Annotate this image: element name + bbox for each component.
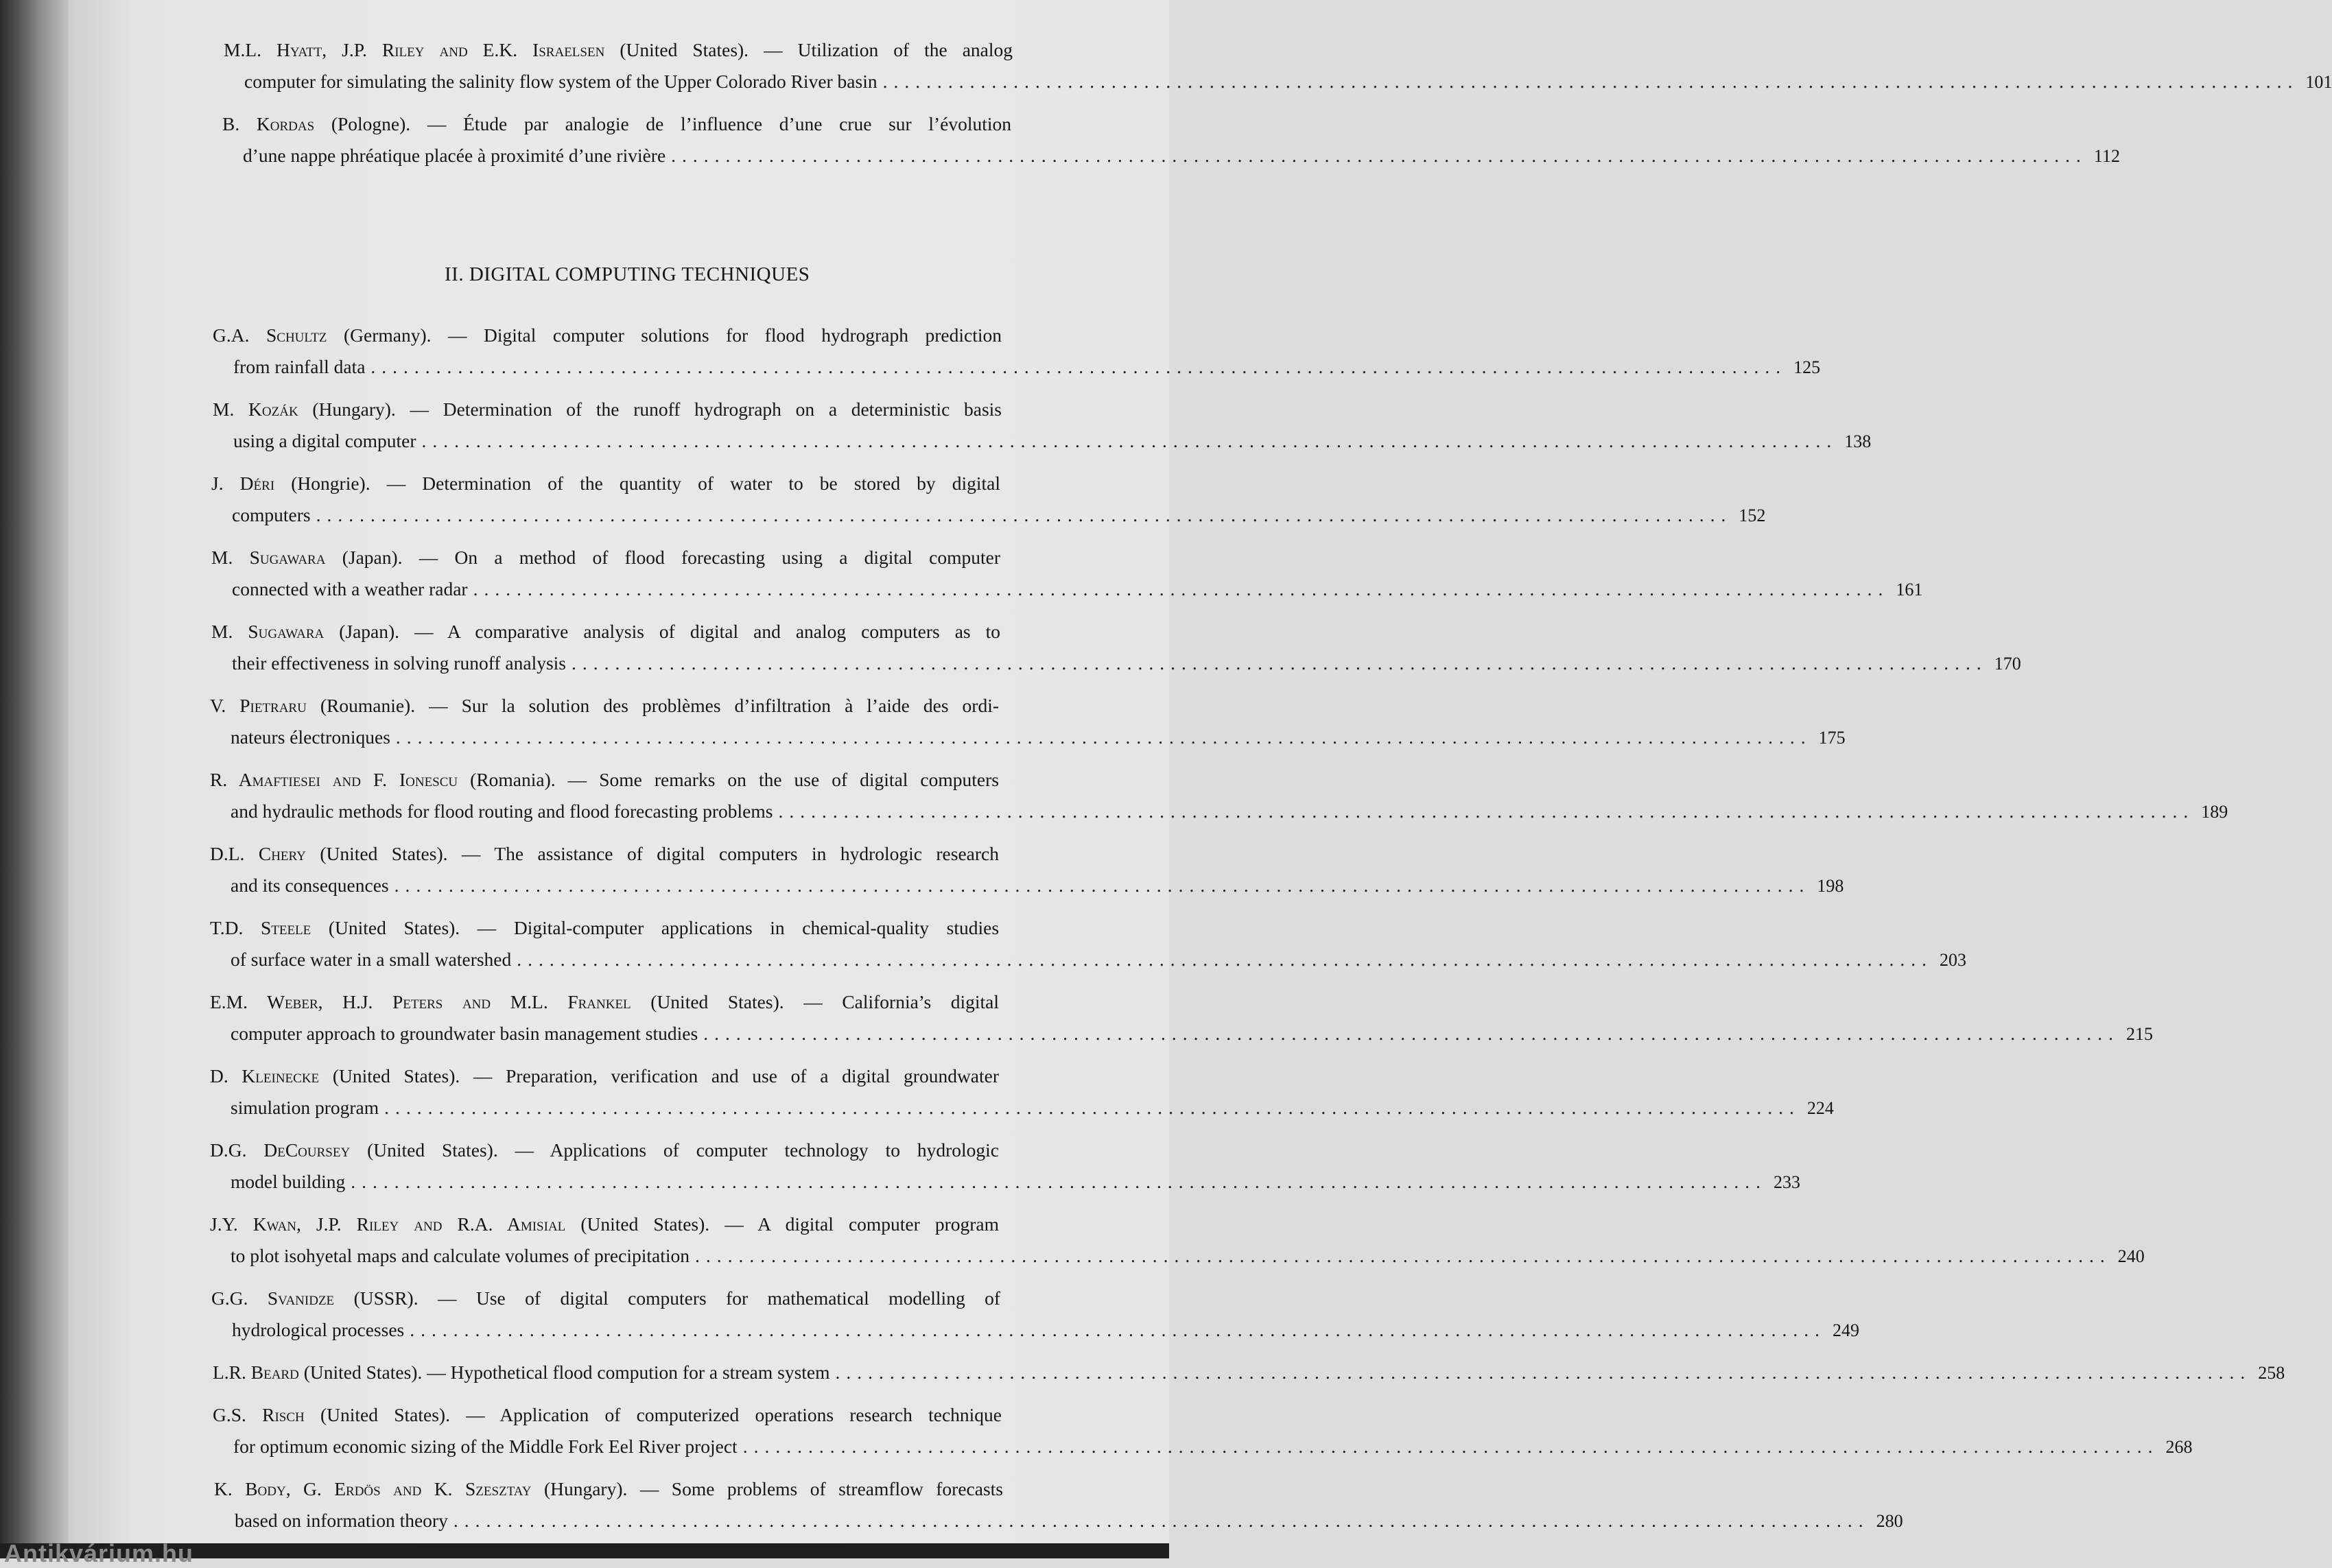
- entry-country: (United States).: [650, 991, 784, 1012]
- entry-page-number: 101: [2305, 72, 2332, 92]
- leader-dots: ..................................................................................................................................: [370, 356, 1787, 377]
- entry-title-line2: their effectiveness in solving runoff analysis: [232, 652, 566, 674]
- leader-dots: ..................................................................................................................................: [395, 726, 1812, 748]
- entry-title-line2: and its consequences: [231, 875, 389, 896]
- entry-page-number: 268: [2165, 1437, 2193, 1457]
- leader-dots: ..................................................................................................................................: [835, 1362, 2252, 1383]
- entry-title-line2: hydrological processes: [232, 1319, 405, 1340]
- entry-title-line1: — Étude par analogie de l’influence d’une crue sur l’évolution: [427, 113, 1012, 134]
- entry-title-line1: — Use of digital computers for mathematical modelling of: [438, 1287, 1001, 1309]
- entry-authors: M. Sugawara: [211, 547, 326, 568]
- leader-dots: ..................................................................................................................................: [517, 949, 1933, 970]
- toc-entry: [211, 468, 1766, 532]
- entry-title-line2: simulation program: [231, 1097, 379, 1118]
- entry-country: (Germany).: [343, 324, 432, 346]
- entry-country: (Roumanie).: [320, 695, 416, 716]
- entry-country: (United States).: [328, 917, 460, 938]
- entry-page-number: 189: [2201, 802, 2228, 822]
- entry-page-number: 203: [1940, 950, 1967, 970]
- entry-title-line1: — Preparation, verification and use of a digital groundwater: [473, 1065, 1000, 1086]
- entry-country: (Hungary).: [312, 399, 396, 420]
- entry-page-number: 233: [1774, 1172, 1801, 1192]
- entry-authors: J.Y. Kwan, J.P. Riley and R.A. Amisial: [210, 1213, 566, 1235]
- entry-authors: M.L. Hyatt, J.P. Riley and E.K. Israelsen: [224, 39, 605, 60]
- entry-title-line2: computers: [232, 504, 311, 525]
- entry-country: (Romania).: [470, 769, 556, 790]
- leader-dots: ..................................................................................................................................: [384, 1097, 1800, 1118]
- entry-page-number: 224: [1806, 1098, 1834, 1118]
- toc-entry: [210, 1060, 1834, 1124]
- toc-entry: [210, 986, 2153, 1050]
- toc-entry: [213, 320, 1821, 383]
- entry-page-number: 280: [1876, 1511, 1903, 1531]
- entry-title-line1: — Digital computer solutions for flood hydrograph prediction: [448, 324, 1002, 346]
- entry-country: (Hungary).: [543, 1478, 628, 1499]
- entry-title-line2: computer approach to groundwater basin management studies: [231, 1023, 698, 1044]
- entry-title-line2: and hydraulic methods for flood routing and flood forecasting problems: [231, 800, 773, 822]
- entry-title-line1: — Some remarks on the use of digital computers: [567, 769, 999, 790]
- entry-country: (Japan).: [339, 621, 400, 642]
- leader-dots: ..................................................................................................................................: [316, 504, 1732, 525]
- leader-dots: ..................................................................................................................................: [703, 1023, 2119, 1044]
- toc-entry: [213, 1399, 2193, 1463]
- entry-authors: B. Kordas: [222, 113, 315, 134]
- entry-title-line1: — California’s digital: [803, 991, 1000, 1012]
- entry-title-line2: of surface water in a small watershed: [231, 949, 512, 970]
- entry-title-line1: — Digital-computer applications in chemical-quality studies: [477, 917, 1000, 938]
- entry-page-number: 138: [1844, 431, 1872, 451]
- entry-authors: R. Amaftiesei and F. Ionescu: [210, 769, 458, 790]
- leader-dots: ..................................................................................................................................: [778, 800, 2195, 822]
- entry-title-line1: — A comparative analysis of digital and analog computers as to: [414, 621, 1001, 642]
- leader-dots: ..................................................................................................................................: [394, 875, 1811, 896]
- entry-authors: M. Sugawara: [211, 621, 325, 642]
- entry-title-line1: — Hypothetical flood compution for a stream system: [427, 1362, 830, 1383]
- entry-title-line1: — Determination of the runoff hydrograph on a deterministic basis: [410, 399, 1002, 420]
- entry-page-number: 170: [1994, 654, 2021, 674]
- entry-country: (United States).: [320, 843, 448, 864]
- entry-authors: V. Pietraru: [210, 695, 307, 716]
- leader-dots: ..................................................................................................................................: [882, 71, 2299, 92]
- leader-dots: ..................................................................................................................................: [742, 1436, 2159, 1457]
- entry-page-number: 215: [2125, 1024, 2153, 1044]
- entry-title-line1: — Applications of computer technology to hydrologic: [515, 1139, 999, 1161]
- entry-country: (United States).: [620, 39, 749, 60]
- leader-dots: ..................................................................................................................................: [410, 1319, 1826, 1340]
- toc-entry: [213, 1357, 2285, 1389]
- entry-country: (United States).: [320, 1404, 450, 1425]
- entry-title-line2: to plot isohyetal maps and calculate volumes of precipitation: [231, 1245, 690, 1266]
- entry-page-number: 161: [1896, 580, 1923, 599]
- entry-title-line2: for optimum economic sizing of the Middle Fork Eel River project: [233, 1436, 738, 1457]
- leader-dots: ..................................................................................................................................: [473, 578, 1889, 599]
- entry-title-line2: computer for simulating the salinity flow system of the Upper Colorado River basin: [244, 71, 878, 92]
- entry-authors: L.R. Beard: [213, 1362, 299, 1383]
- entry-authors: D. Kleinecke: [210, 1065, 320, 1086]
- entry-title-line1: — The assistance of digital computers in hydrologic research: [461, 843, 999, 864]
- entry-title-line2: nateurs électroniques: [231, 726, 390, 748]
- entry-authors: K. Body, G. Erdös and K. Szesztay: [214, 1478, 532, 1499]
- toc-entry: [210, 690, 1846, 754]
- toc-entry: [222, 108, 2120, 172]
- leader-dots: ..................................................................................................................................: [453, 1510, 1870, 1531]
- entry-title-line2: model building: [231, 1171, 346, 1192]
- leader-dots: ..................................................................................................................................: [572, 652, 1988, 674]
- toc-entry: [210, 1135, 1801, 1198]
- toc-entry: [210, 1209, 2145, 1272]
- section-heading: II. DIGITAL COMPUTING TECHNIQUES: [445, 263, 810, 285]
- entry-authors: M. Kozák: [213, 399, 298, 420]
- entry-authors: G.A. Schultz: [213, 324, 327, 346]
- entry-title-line2: connected with a weather radar: [232, 578, 468, 599]
- entry-title-line1: — Utilization of the analog: [764, 39, 1013, 60]
- entry-page-number: 198: [1817, 876, 1844, 896]
- toc-entry: [211, 1283, 1859, 1346]
- book-spine-shadow: [0, 0, 69, 1558]
- toc-entry: [210, 838, 1844, 902]
- entry-title-line1: — A digital computer program: [725, 1213, 1000, 1235]
- entry-page-number: 240: [2117, 1246, 2145, 1266]
- toc-entry: [210, 764, 2228, 828]
- entry-authors: D.G. DeCoursey: [210, 1139, 351, 1161]
- entry-page-number: 152: [1739, 506, 1766, 525]
- entry-title-line1: — Sur la solution des problèmes d’infiltration à l’aide des ordi-: [429, 695, 1000, 716]
- toc-entry: [211, 616, 2021, 680]
- entry-title-line2: using a digital computer: [233, 430, 416, 451]
- entry-country: (Hongrie).: [291, 473, 370, 494]
- toc-entry: [210, 912, 1967, 976]
- entry-country: (Japan).: [342, 547, 403, 568]
- toc-entry: [214, 1473, 1903, 1537]
- entry-authors: T.D. Steele: [210, 917, 311, 938]
- entry-authors: D.L. Chery: [210, 843, 306, 864]
- watermark-text: Antikvárium.hu: [4, 1539, 194, 1567]
- leader-dots: ..................................................................................................................................: [351, 1171, 1767, 1192]
- entry-country: (USSR).: [353, 1287, 419, 1309]
- entry-country: (United States).: [367, 1139, 498, 1161]
- entry-authors: G.S. Risch: [213, 1404, 305, 1425]
- entry-title-line1: — On a method of flood forecasting using a digital computer: [419, 547, 1001, 568]
- leader-dots: ..................................................................................................................................: [671, 145, 2087, 166]
- entry-page-number: 125: [1793, 357, 1821, 377]
- toc-entry: [211, 542, 1923, 606]
- toc-entry: [213, 394, 1872, 458]
- entry-title-line2: from rainfall data: [233, 356, 366, 377]
- leader-dots: ..................................................................................................................................: [694, 1245, 2111, 1266]
- entry-title-line2: based on information theory: [235, 1510, 448, 1531]
- entry-title-line1: — Some problems of streamflow forecasts: [639, 1478, 1003, 1499]
- entry-country: (Pologne).: [331, 113, 411, 134]
- entry-country: (United States).: [332, 1065, 460, 1086]
- entry-authors: J. Déri: [211, 473, 275, 494]
- entry-page-number: 112: [2093, 146, 2120, 166]
- entry-page-number: 258: [2258, 1363, 2285, 1383]
- entry-country: (United States).: [580, 1213, 710, 1235]
- entry-country: (United States).: [303, 1362, 423, 1383]
- entry-page-number: 175: [1818, 728, 1846, 748]
- entry-page-number: 249: [1833, 1320, 1859, 1340]
- entry-title-line2: d’une nappe phréatique placée à proximité d’une rivière: [243, 145, 666, 166]
- leader-dots: ..................................................................................................................................: [421, 430, 1838, 451]
- entry-authors: G.G. Svanidze: [211, 1287, 335, 1309]
- entry-authors: E.M. Weber, H.J. Peters and M.L. Frankel: [210, 991, 631, 1012]
- entry-title-line1: — Determination of the quantity of water to be stored by digital: [386, 473, 1001, 494]
- entry-title-line1: — Application of computerized operations research technique: [466, 1404, 1002, 1425]
- toc-entry: [224, 34, 2332, 98]
